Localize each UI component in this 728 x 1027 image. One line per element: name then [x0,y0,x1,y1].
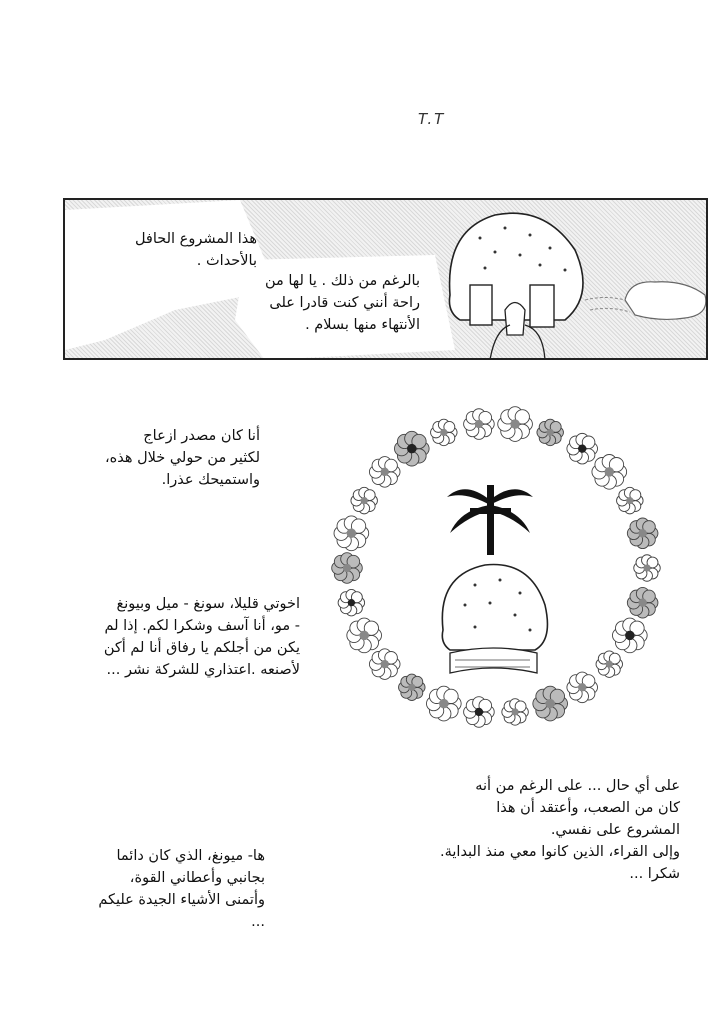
flower-icon [502,699,529,726]
flower-icon [627,518,658,549]
praying-character-illustration [442,565,547,674]
flower-icon [498,407,533,442]
note-apology: أنا كان مصدر ازعاج لكثير من حولي خلال هذه، واستميحك عذرا. [104,428,260,488]
flower-icon [431,419,458,446]
flower-icon [592,455,627,490]
flower-icon [332,553,363,584]
manga-panel [63,198,708,360]
flower-icon [567,433,598,464]
flower-icon [634,555,661,582]
flower-icon [369,457,400,488]
flower-wreath-illustration [325,405,670,735]
flower-icon [351,487,378,514]
character-illustration [449,213,583,360]
palm-cross-icon [447,485,533,555]
note-closing: ها- ميونغ، الذي كان دائما بجانبي وأعطاني القوة، وأتمنى الأشياء الجيدة عليكم ... [98,848,265,930]
author-signature: T.T [418,110,446,128]
flower-icon [596,651,623,678]
flower-icon [338,589,365,616]
flower-icon [394,431,429,466]
panel-caption-left: هذا المشروع الحافل بالأحداث . [134,231,257,269]
flower-icon [334,516,369,551]
flower-icon [627,587,658,618]
speech-area-left [65,200,265,350]
flower-icon [369,649,400,680]
flower-icon [426,686,461,721]
flower-icon [612,618,647,653]
flower-icon [399,674,426,701]
flower-icon [617,487,644,514]
flower-icon [533,686,568,721]
note-readers: على أي حال ... على الرغم من أنه كان من الصعب، وأعتقد أن هذا المشروع على نفسي. وإلى القراء، الذين كانوا معي منذ البداية. شكرا ... [440,778,680,882]
panel-caption-right: بالرغم من ذلك . يا لها من راحة أنني كنت قادرا على الأنتهاء منها بسلام . [264,273,420,333]
flower-icon [567,672,598,703]
flower-icon [464,697,495,728]
ghost-sigh-illustration [585,282,706,320]
flower-icon [537,419,564,446]
flower-icon [347,618,382,653]
note-thanks-siblings: اخوتي قليلا، سونغ - ميل وبيونغ - مو، أنا آسف وشكرا لكم. إذا لم يكن من أجلكم يا رفاق أنا لم أكن لأصنعه .اعتذاري للشركة نشر ... [103,596,300,678]
flower-icon [464,409,495,440]
